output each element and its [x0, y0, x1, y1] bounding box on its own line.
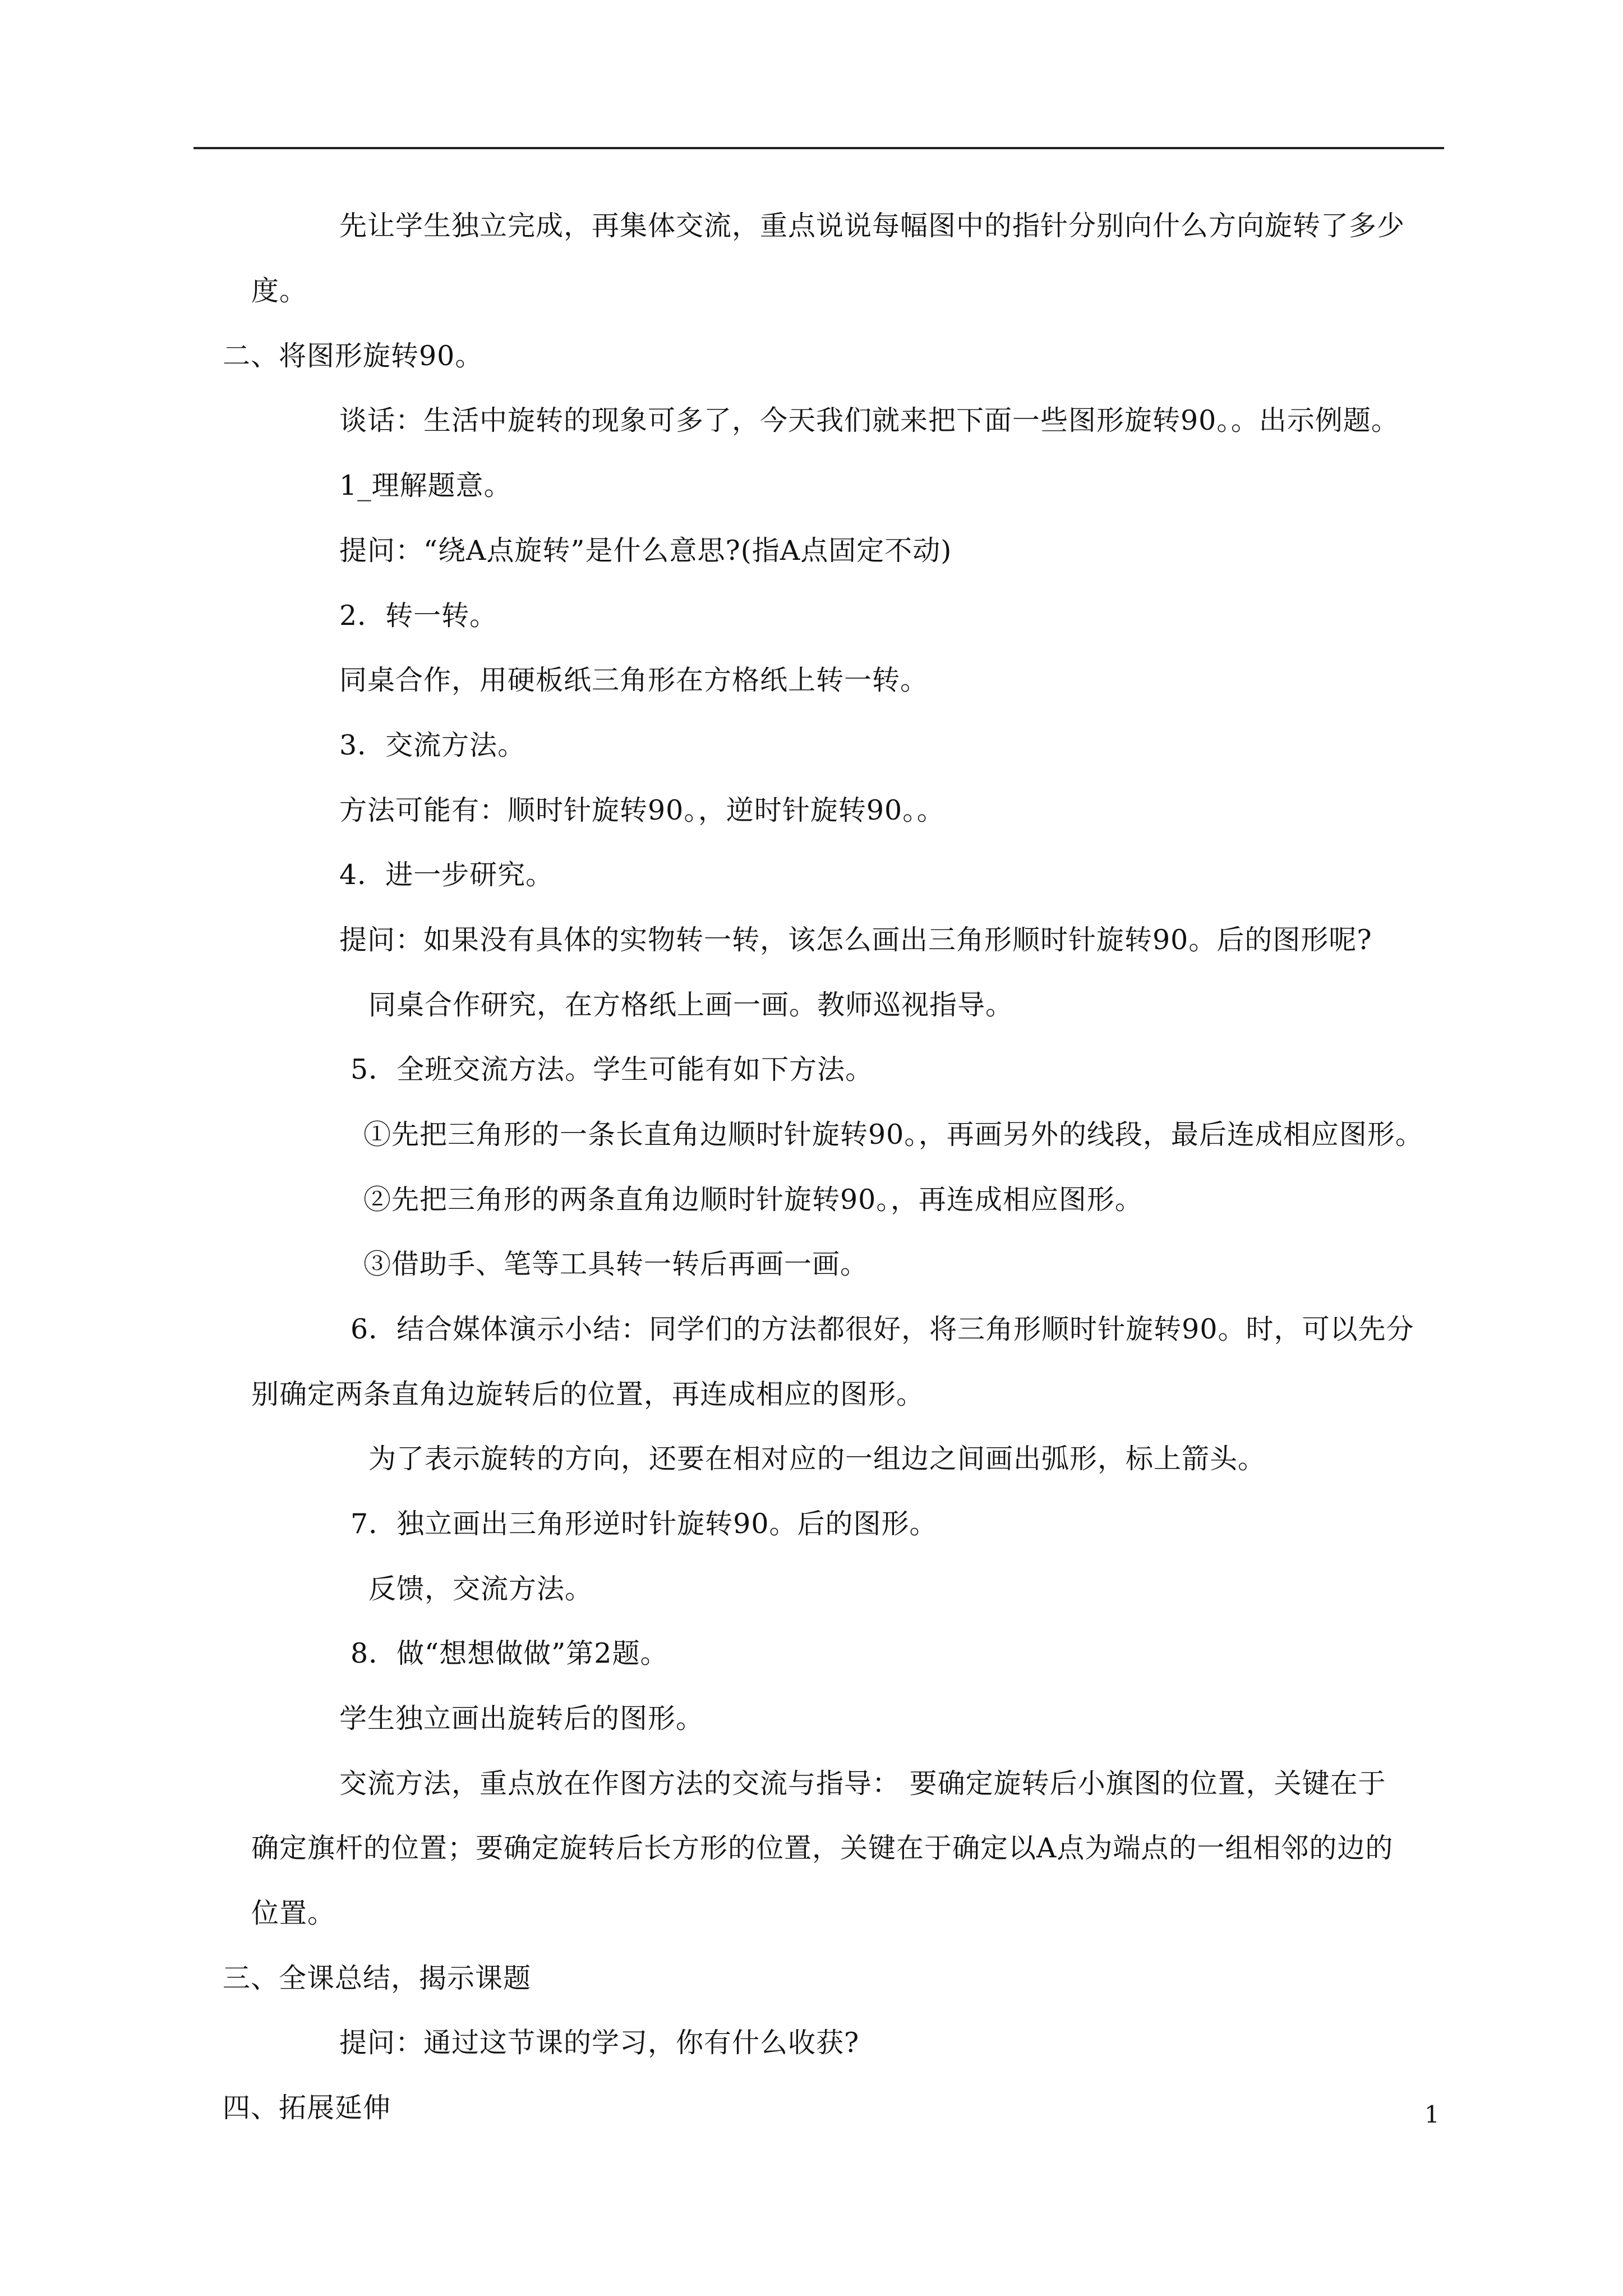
section-heading: 二、将图形旋转90。: [223, 340, 483, 372]
section-heading: 三、全课总结，揭示课题: [223, 1962, 532, 1994]
text-line: 7．独立画出三角形逆时针旋转90。后的图形。: [351, 1508, 938, 1540]
text-line: 确定旗杆的位置；要确定旋转后长方形的位置，关键在于确定以A点为端点的一组相邻的边的: [251, 1832, 1394, 1864]
text-line: 反馈，交流方法。: [368, 1573, 593, 1605]
header-rule: [193, 147, 1444, 149]
text-line: 度。: [251, 275, 308, 307]
text-line: 交流方法，重点放在作图方法的交流与指导： 要确定旋转后小旗图的位置，关键在于: [339, 1768, 1386, 1800]
text-line: 为了表示旋转的方向，还要在相对应的一组边之间画出弧形，标上箭头。: [368, 1443, 1266, 1475]
text-line: 谈话：生活中旋转的现象可多了，今天我们就来把下面一些图形旋转90。。出示例题。: [339, 404, 1399, 436]
text-line: 8．做“想想做做”第2题。: [351, 1637, 668, 1669]
text-line: 先让学生独立完成，再集体交流，重点说说每幅图中的指针分别向什么方向旋转了多少: [339, 210, 1405, 242]
text-line: 3．交流方法。: [339, 729, 526, 761]
text-line: ③借助手、笔等工具转一转后再画一画。: [363, 1248, 869, 1280]
section-heading: 四、拓展延伸: [223, 2092, 391, 2124]
text-line: 提问：“绕A点旋转”是什么意思?(指A点固定不动): [339, 535, 952, 567]
text-line: 2．转一转。: [339, 600, 498, 632]
text-line: 1_理解题意。: [339, 470, 512, 501]
text-line: 学生独立画出旋转后的图形。: [339, 1703, 704, 1734]
text-line: 位置。: [251, 1897, 336, 1929]
text-line: 同桌合作研究，在方格纸上画一画。教师巡视指导。: [368, 989, 1014, 1021]
text-line: 5．全班交流方法。学生可能有如下方法。: [351, 1053, 874, 1085]
text-line: 4．进一步研究。: [339, 859, 554, 891]
text-line: 同桌合作，用硬板纸三角形在方格纸上转一转。: [339, 664, 929, 696]
text-line: 6．结合媒体演示小结：同学们的方法都很好，将三角形顺时针旋转90。时，可以先分: [351, 1313, 1414, 1345]
text-line: 别确定两条直角边旋转后的位置，再连成相应的图形。: [251, 1378, 925, 1410]
text-line: ①先把三角形的一条长直角边顺时针旋转90。，再画另外的线段，最后连成相应图形。: [363, 1119, 1423, 1151]
text-line: ②先把三角形的两条直角边顺时针旋转90。，再连成相应图形。: [363, 1184, 1143, 1216]
text-line: 提问：通过这节课的学习，你有什么收获?: [339, 2027, 860, 2059]
page-number: 1: [1424, 2101, 1440, 2128]
text-line: 提问：如果没有具体的实物转一转，该怎么画出三角形顺时针旋转90。后的图形呢?: [339, 924, 1372, 956]
text-line: 方法可能有：顺时针旋转90。，逆时针旋转90。。: [339, 794, 945, 826]
